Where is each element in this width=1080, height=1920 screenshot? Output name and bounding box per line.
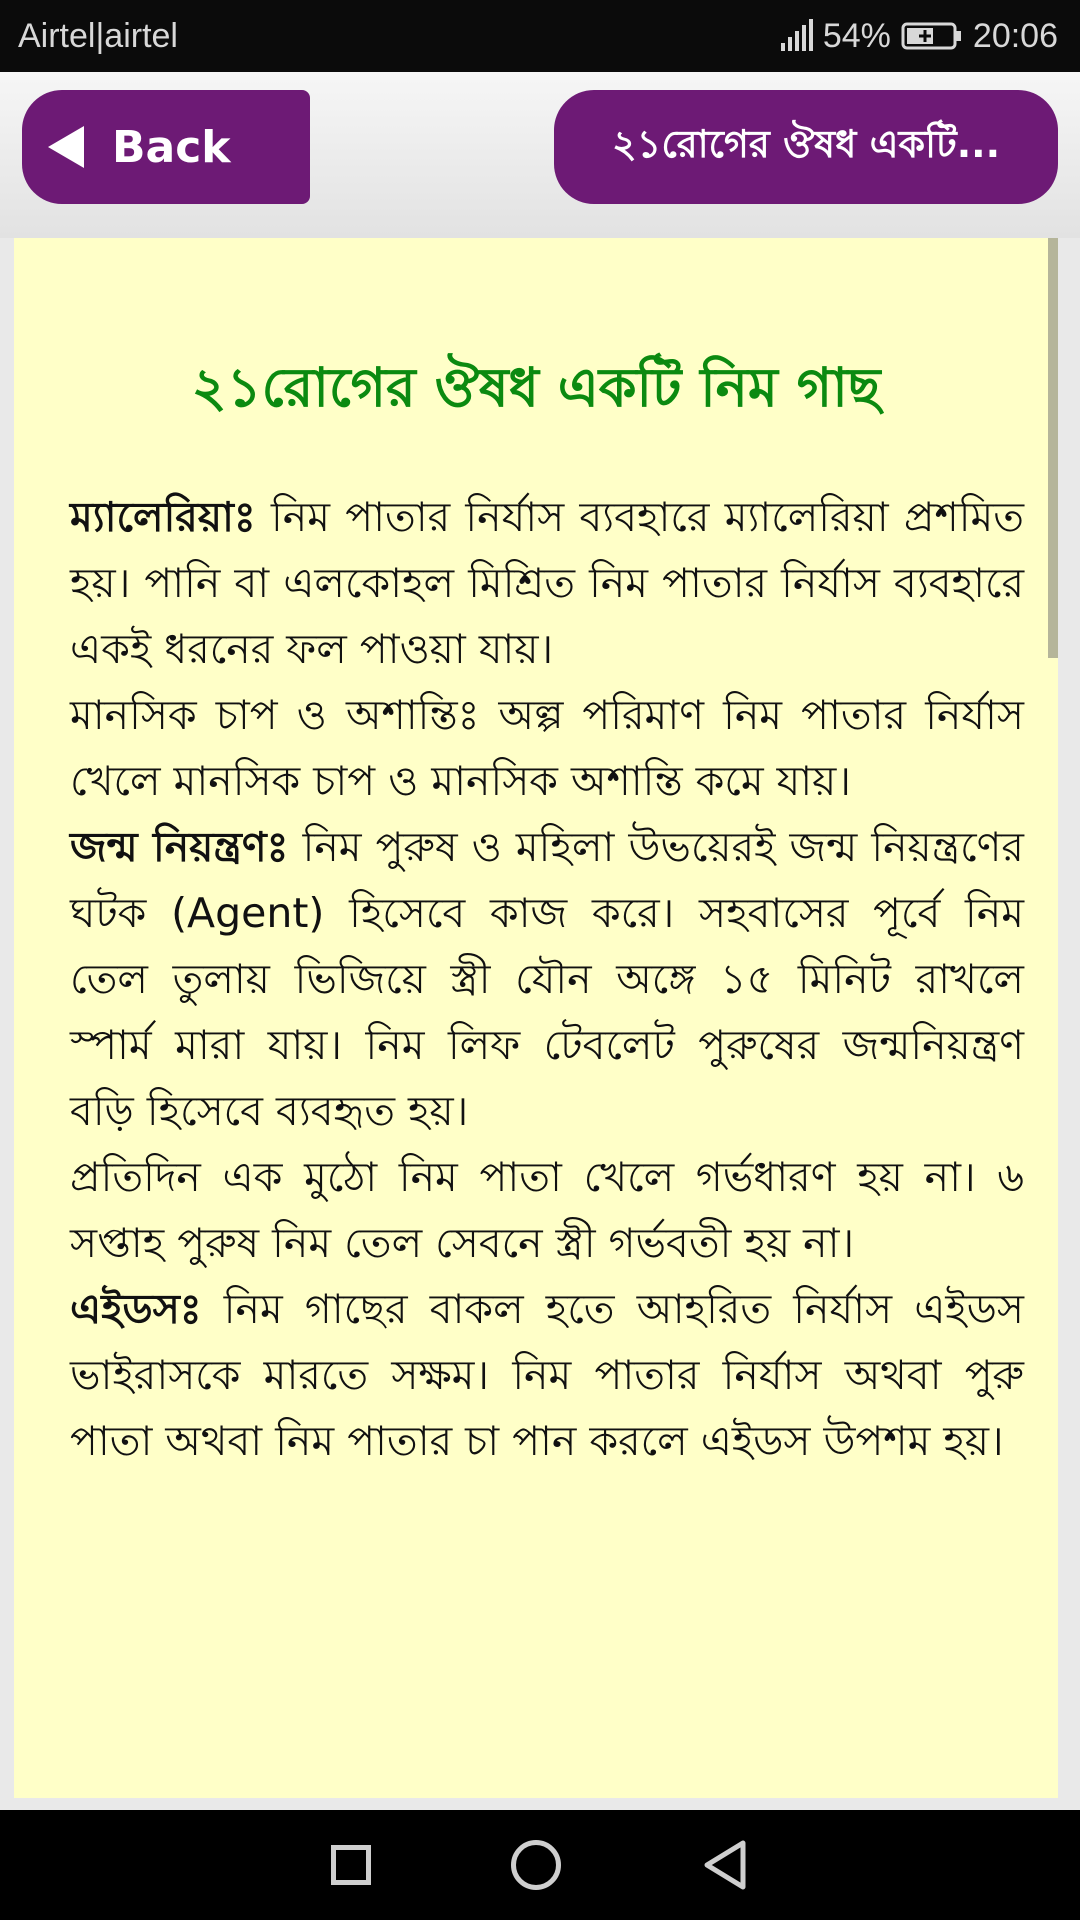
status-bar: [0, 0, 1080, 72]
home-icon[interactable]: [511, 1840, 561, 1890]
paragraph-text: প্রতিদিন এক মুঠো নিম পাতা খেলে গর্ভধারণ হয় না। ৬ সপ্তাহ পুরুষ নিম তেল সেবনে স্ত্রী গর্ভবতী হয় না।: [70, 1153, 1024, 1267]
battery-percent: 54%: [822, 16, 891, 55]
article-title-button-label: ২১রোগের ঔষধ একটি...: [611, 122, 1001, 166]
paragraph-text: মানসিক চাপ ও অশান্তিঃ অল্প পরিমাণ নিম পাতার নির্যাস খেলে মানসিক চাপ ও মানসিক অশান্তি কমে যায়।: [70, 691, 1024, 805]
back-button[interactable]: [22, 90, 310, 204]
paragraph-malaria: [70, 484, 1024, 682]
paragraph-aids: [70, 1276, 1024, 1474]
article-title-button[interactable]: [554, 90, 1058, 204]
article-body: [70, 484, 1024, 1474]
paragraph-heading: এইডসঃ: [70, 1285, 202, 1333]
paragraph-text: নিম পুরুষ ও মহিলা উভয়েরই জন্ম নিয়ন্ত্রণের ঘটক (Agent) হিসেবে কাজ করে। সহবাসের পূর্বে নিম তেল তুলায় ভিজিয়ে স্ত্রী যৌন অঙ্গে ১৫ মিনিট রাখলে স্পার্ম মারা যায়। নিম লিফ টেবলেট পুরুষের জন্মনিয়ন্ত্রণ বড়ি হিসেবে ব্যবহৃত হয়।: [70, 823, 1024, 1135]
back-arrow-icon: [48, 126, 84, 168]
status-indicators: [779, 17, 1058, 56]
paragraph-mental-stress: [70, 682, 1024, 814]
article-title: ২১রোগের ঔষধ একটি নিম গাছ: [191, 356, 881, 419]
battery-icon: [901, 21, 963, 51]
carrier-name: Airtel|airtel: [18, 16, 178, 55]
back-nav-icon[interactable]: [701, 1839, 749, 1891]
paragraph-birth-control: [70, 814, 1024, 1144]
navigation-bar: [0, 1810, 1080, 1920]
signal-icon: [779, 19, 813, 53]
paragraph-text: নিম পাতার নির্যাস ব্যবহারে ম্যালেরিয়া প্রশমিত হয়। পানি বা এলকোহল মিশ্রিত নিম পাতার নির্যাস ব্যবহারে একই ধরনের ফল পাওয়া যায়।: [70, 493, 1024, 673]
scrollbar[interactable]: [1048, 238, 1058, 658]
paragraph-text: নিম গাছের বাকল হতে আহরিত নির্যাস এইডস ভাইরাসকে মারতে সক্ষম। নিম পাতার নির্যাস অথবা পুরু পাতা অথবা নিম পাতার চা পান করলে এইডস উপশম হয়।: [70, 1285, 1024, 1465]
toolbar: [0, 72, 1080, 238]
paragraph-heading: জন্ম নিয়ন্ত্রণঃ: [70, 823, 289, 871]
paragraph-contraception: [70, 1144, 1024, 1276]
back-button-label: Back: [112, 121, 231, 173]
paragraph-heading: ম্যালেরিয়াঃ: [70, 493, 256, 541]
article-content[interactable]: [14, 238, 1058, 1798]
recent-apps-icon[interactable]: [331, 1845, 371, 1885]
clock: 20:06: [972, 16, 1058, 55]
